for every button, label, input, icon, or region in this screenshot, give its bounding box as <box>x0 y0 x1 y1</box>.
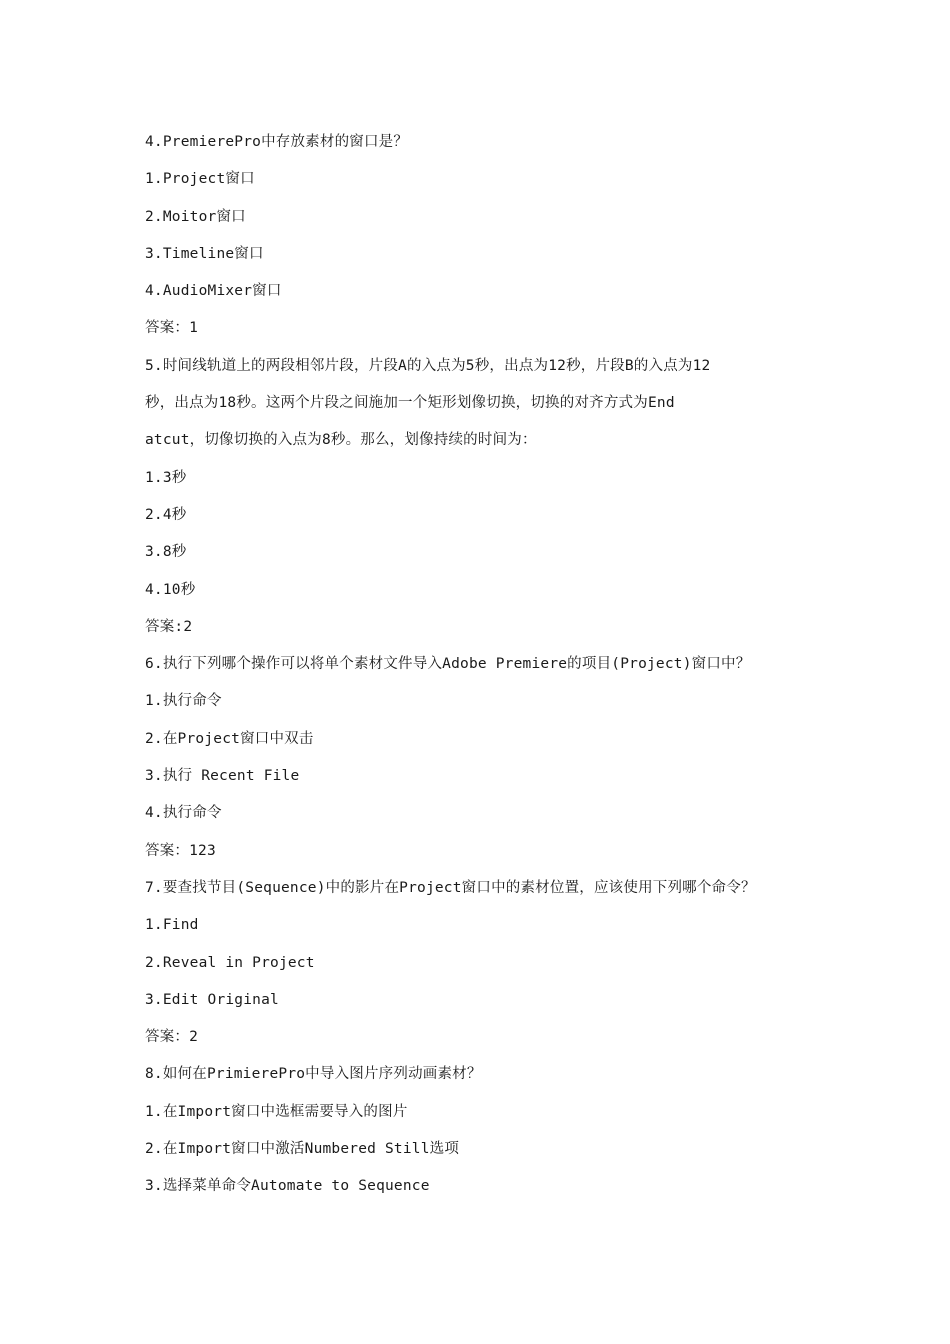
q4-option-2: 2.Moitor窗口 <box>145 208 246 225</box>
q4-option-3: 3.Timeline窗口 <box>145 245 264 262</box>
q6-answer: 答案：123 <box>145 842 216 859</box>
question-5-line-3: atcut，切像切换的入点为8秒。那么，划像持续的时间为： <box>145 432 537 449</box>
q6-option-2: 2.在Project窗口中双击 <box>145 730 314 747</box>
question-6: 6.执行下列哪个操作可以将单个素材文件导入Adobe Premiere的项目(Project)窗口中？ <box>145 656 751 673</box>
q6-option-3: 3.执行 Recent File <box>145 768 300 785</box>
q4-option-1: 1.Project窗口 <box>145 171 255 188</box>
q5-answer: 答案:2 <box>145 618 193 635</box>
q7-option-1: 1.Find <box>145 917 199 934</box>
question-5-line-2: 秒，出点为18秒。这两个片段之间施加一个矩形划像切换，切换的对齐方式为End <box>145 395 675 412</box>
q5-option-3: 3.8秒 <box>145 544 187 561</box>
q7-answer: 答案：2 <box>145 1029 199 1046</box>
q4-answer: 答案：1 <box>145 320 199 337</box>
q8-option-2: 2.在Import窗口中激活Numbered Still选项 <box>145 1141 460 1158</box>
q5-option-4: 4.10秒 <box>145 581 196 598</box>
q6-option-4: 4.执行命令 <box>145 805 222 822</box>
q4-option-4: 4.AudioMixer窗口 <box>145 283 282 300</box>
q5-option-1: 1.3秒 <box>145 469 187 486</box>
q7-option-3: 3.Edit Original <box>145 991 279 1008</box>
question-4: 4.PremierePro中存放素材的窗口是？ <box>145 134 409 150</box>
q8-option-3: 3.选择菜单命令Automate to Sequence <box>145 1178 430 1195</box>
q8-option-1: 1.在Import窗口中选框需要导入的图片 <box>145 1103 408 1120</box>
q7-option-2: 2.Reveal in Project <box>145 954 315 971</box>
q6-option-1: 1.执行命令 <box>145 693 222 710</box>
question-5-line-1: 5.时间线轨道上的两段相邻片段，片段A的入点为5秒，出点为12秒，片段B的入点为12 <box>145 357 711 374</box>
question-7: 7.要查找节目(Sequence)中的影片在Project窗口中的素材位置，应该使用下列哪个命令？ <box>145 879 756 896</box>
q5-option-2: 2.4秒 <box>145 506 187 523</box>
document-body <box>145 124 810 1206</box>
question-8: 8.如何在PrimierePro中导入图片序列动画素材？ <box>145 1066 482 1083</box>
